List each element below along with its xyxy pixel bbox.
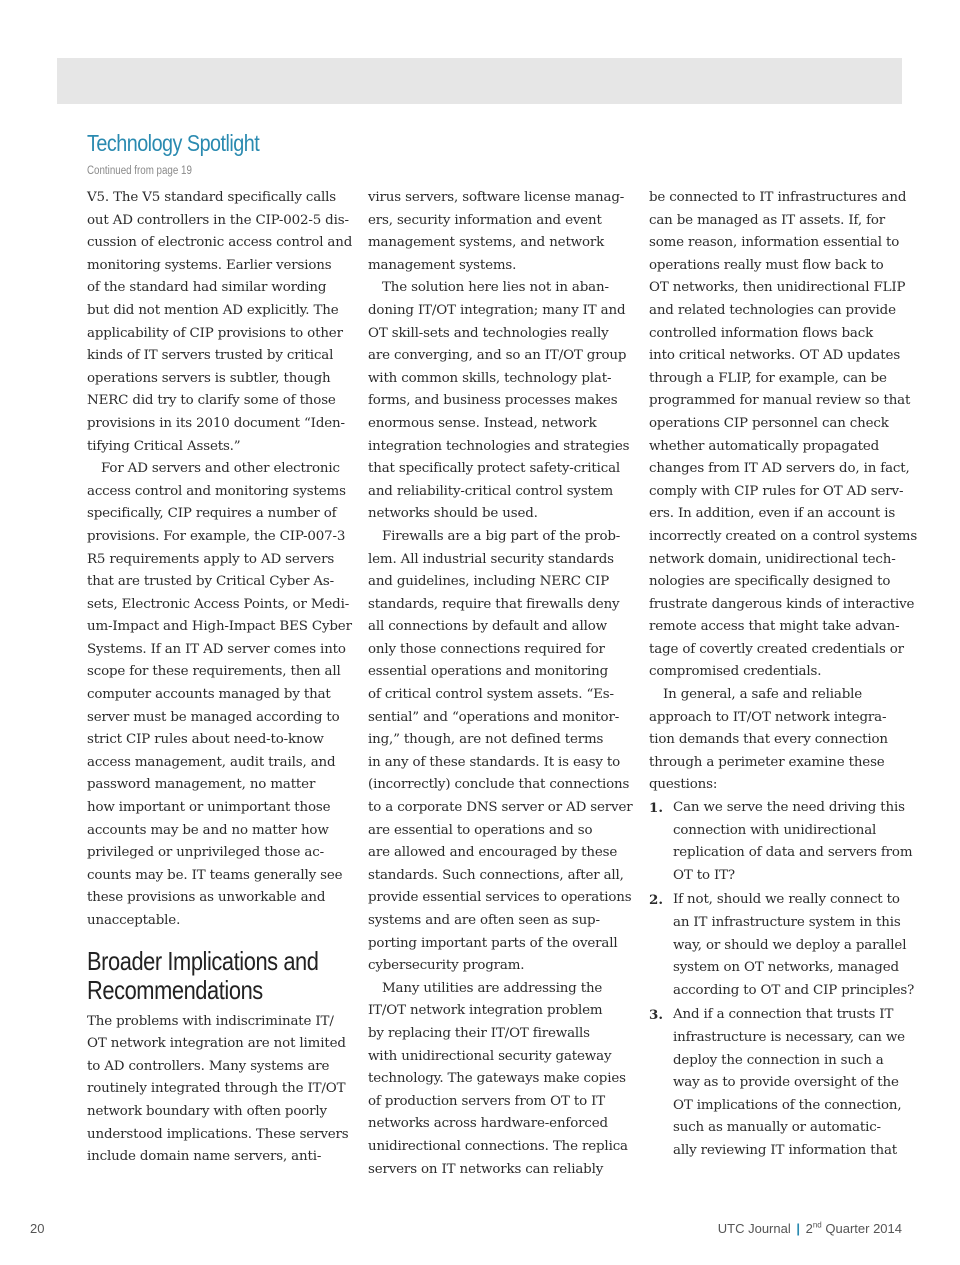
text-line: strict CIP rules about need-to-know: [87, 732, 324, 748]
text-line: comply with CIP rules for OT AD serv-: [649, 483, 904, 499]
text-line: networks across hardware-enforced: [368, 1116, 608, 1132]
text-line: sets, Electronic Access Points, or Medi-: [87, 596, 350, 612]
text-line: compromised credentials.: [649, 664, 822, 680]
text-line: networks should be used.: [368, 506, 538, 522]
journal-name: UTC Journal: [717, 1221, 791, 1236]
text-line: through a FLIP, for example, can be: [649, 370, 887, 386]
text-line: provide essential services to operations: [368, 890, 632, 906]
column-3: [649, 187, 918, 1163]
text-line: NERC did try to clarify some of those: [87, 393, 336, 409]
text-line: kinds of IT servers trusted by critical: [87, 348, 334, 364]
text-line: unacceptable.: [87, 913, 181, 928]
text-line: into critical networks. OT AD updates: [649, 348, 901, 364]
footer-publication: [718, 1221, 902, 1236]
text-line: porting important parts of the overall: [368, 935, 618, 951]
paragraph: [368, 277, 630, 526]
text-line: privileged or unprivileged those ac-: [87, 845, 324, 861]
text-line: Can we serve the need driving this: [673, 800, 905, 816]
paragraph: [368, 978, 630, 1181]
text-line: in any of these standards. It is easy to: [368, 754, 621, 770]
text-line: way as to provide oversight of the: [673, 1075, 899, 1091]
text-line: lem. All industrial security standards: [368, 551, 614, 567]
text-line: an IT infrastructure system in this: [673, 915, 901, 930]
text-line: how important or unimportant those: [87, 800, 331, 816]
text-line: unidirectional connections. The replica: [368, 1138, 628, 1154]
text-line: that specifically protect safety-critical: [368, 461, 621, 477]
text-line: way, or should we deploy a parallel: [673, 937, 907, 953]
text-line: forms, and business processes makes: [368, 393, 618, 409]
text-line: ing,” though, are not defined terms: [368, 732, 604, 748]
text-line: be connected to IT infrastructures and: [649, 190, 907, 205]
text-line: management systems.: [368, 257, 517, 273]
text-line: operations really must flow back to: [649, 257, 884, 273]
text-line: accounts may be and no matter how: [87, 822, 329, 838]
text-line: are allowed and encouraged by these: [368, 845, 618, 861]
text-line: ers, security information and event: [368, 212, 602, 228]
text-line: (incorrectly) conclude that connections: [368, 777, 630, 793]
section-heading: [87, 947, 349, 1005]
column-1: [87, 187, 353, 1169]
text-line: according to OT and CIP principles?: [673, 982, 915, 998]
text-line: specifically, CIP requires a number of: [87, 506, 337, 522]
text-line: essential operations and monitoring: [368, 664, 608, 680]
text-line: to a corporate DNS server or AD server: [368, 800, 633, 816]
section-heading-line: Recommendations: [87, 974, 263, 1005]
text-line: network domain, unidirectional tech-: [649, 551, 896, 567]
text-line: server must be managed according to: [87, 709, 340, 725]
numbered-list: [649, 797, 915, 1163]
text-line: can be managed as IT assets. If, for: [649, 212, 886, 228]
text-line: tifying Critical Assets.”: [87, 438, 241, 454]
text-line: OT implications of the connection,: [673, 1097, 902, 1113]
text-line: standards. Such connections, after all,: [368, 867, 624, 883]
text-line: ers. In addition, even if an account is: [649, 506, 896, 522]
text-line: OT skill-sets and technologies really: [368, 325, 609, 341]
text-line: that are trusted by Critical Cyber As-: [87, 574, 334, 590]
text-line: Firewalls are a big part of the prob-: [382, 528, 621, 544]
text-line: ally reviewing IT information that: [673, 1142, 898, 1158]
text-line: routinely integrated through the IT/OT: [87, 1081, 346, 1097]
text-line: management systems, and network: [368, 235, 605, 251]
text-line: only those connections required for: [368, 641, 605, 657]
text-line: um-Impact and High-Impact BES Cyber: [87, 619, 352, 635]
column-2: [368, 187, 633, 1181]
text-line: The solution here lies not in aban-: [382, 280, 609, 296]
text-line: through a perimeter examine these: [649, 754, 885, 770]
text-line: scope for these requirements, then all: [87, 664, 341, 680]
text-line: these provisions as unworkable and: [87, 890, 326, 906]
text-line: with common skills, technology plat-: [368, 370, 612, 386]
list-number: 1.: [649, 800, 663, 817]
text-line: to AD controllers. Many systems are: [87, 1058, 330, 1074]
text-line: tage of covertly created credentials or: [649, 641, 904, 657]
text-line: of critical control system assets. “Es-: [368, 687, 614, 703]
text-line: deploy the connection in such a: [673, 1052, 884, 1068]
list-item: [649, 889, 915, 1002]
header-band: [57, 58, 902, 104]
text-line: connection with unidirectional: [673, 822, 877, 838]
text-line: OT networks, then unidirectional FLIP: [649, 280, 906, 296]
section-heading-line: Broader Implications and: [87, 945, 319, 976]
text-line: operations CIP personnel can check: [649, 415, 889, 431]
text-line: Many utilities are addressing the: [382, 980, 603, 996]
text-line: OT to IT?: [673, 867, 735, 883]
text-line: sential” and “operations and monitor-: [368, 709, 620, 725]
text-line: frustrate dangerous kinds of interactive: [649, 596, 915, 612]
text-line: of production servers from OT to IT: [368, 1093, 606, 1109]
section-title: Technology Spotlight: [87, 130, 260, 156]
text-line: password management, no matter: [87, 777, 316, 793]
text-line: technology. The gateways make copies: [368, 1071, 626, 1087]
list-item: [649, 1004, 911, 1162]
text-line: changes from IT AD servers do, in fact,: [649, 461, 910, 477]
text-line: If not, should we really connect to: [673, 892, 900, 908]
text-line: replication of data and servers from: [673, 845, 913, 861]
page-number: 20: [30, 1221, 45, 1236]
text-line: out AD controllers in the CIP-002-5 dis-: [87, 212, 349, 228]
text-line: integration technologies and strategies: [368, 438, 630, 454]
text-line: questions:: [649, 777, 718, 793]
paragraph: [87, 1011, 349, 1169]
text-line: understood implications. These servers: [87, 1126, 349, 1142]
text-line: standards, require that firewalls deny: [368, 596, 620, 612]
text-line: network boundary with often poorly: [87, 1103, 327, 1119]
text-line: nologies are specifically designed to: [649, 574, 891, 590]
ordinal-number: 2: [805, 1221, 813, 1236]
text-line: some reason, information essential to: [649, 235, 900, 251]
text-line: with unidirectional security gateway: [368, 1048, 612, 1064]
paragraph: [87, 458, 352, 932]
text-line: In general, a safe and reliable: [663, 687, 863, 703]
quarter-year: Quarter 2014: [825, 1221, 902, 1236]
text-line: and reliability-critical control system: [368, 483, 614, 499]
continued-note: Continued from page 19: [87, 165, 192, 177]
text-line: systems and are often seen as sup-: [368, 913, 600, 928]
text-line: and related technologies can provide: [649, 302, 896, 318]
text-line: and guidelines, including NERC CIP: [368, 574, 610, 590]
text-line: programmed for manual review so that: [649, 393, 911, 409]
text-line: of the standard had similar wording: [87, 280, 327, 296]
text-line: R5 requirements apply to AD servers: [87, 551, 335, 567]
text-line: remote access that might take advan-: [649, 619, 900, 635]
text-line: all connections by default and allow: [368, 619, 607, 635]
paragraph: [87, 187, 353, 458]
text-line: provisions. For example, the CIP-007-3: [87, 528, 346, 544]
text-line: approach to IT/OT network integra-: [649, 709, 887, 725]
paragraph: [368, 187, 630, 277]
text-line: but did not mention AD explicitly. The: [87, 302, 339, 318]
text-line: infrastructure is necessary, can we: [673, 1029, 905, 1045]
text-line: provisions in its 2010 document “Iden-: [87, 415, 345, 431]
text-line: such as manually or automatic-: [673, 1120, 881, 1136]
text-line: system on OT networks, managed: [673, 960, 899, 976]
list-number: 2.: [649, 892, 663, 909]
text-line: doning IT/OT integration; many IT and: [368, 302, 626, 318]
text-line: The problems with indiscriminate IT/: [87, 1013, 334, 1029]
text-line: incorrectly created on a control systems: [649, 528, 918, 544]
text-line: are essential to operations and so: [368, 822, 593, 838]
text-line: counts may be. IT teams generally see: [87, 867, 343, 883]
text-line: virus servers, software license manag-: [368, 190, 625, 205]
paragraph: [649, 684, 911, 797]
list-number: 3.: [649, 1007, 663, 1024]
text-line: include domain name servers, anti-: [87, 1149, 322, 1165]
footer-separator: |: [796, 1221, 800, 1236]
text-line: access control and monitoring systems: [87, 483, 346, 499]
list-item: [649, 797, 911, 887]
ordinal-suffix: nd: [812, 1220, 822, 1230]
text-line: enormous sense. Instead, network: [368, 415, 597, 431]
text-line: tion demands that every connection: [649, 732, 888, 748]
text-line: Systems. If an IT AD server comes into: [87, 641, 346, 657]
text-line: whether automatically propagated: [649, 438, 880, 454]
text-line: computer accounts managed by that: [87, 687, 331, 703]
text-line: And if a connection that trusts IT: [673, 1007, 894, 1023]
text-line: controlled information flows back: [649, 325, 874, 341]
text-line: V5. The V5 standard specifically calls: [87, 190, 337, 205]
text-line: are converging, and so an IT/OT group: [368, 348, 627, 364]
text-line: For AD servers and other electronic: [101, 461, 340, 477]
paragraph: [649, 187, 918, 684]
text-line: access management, audit trails, and: [87, 754, 336, 770]
text-line: monitoring systems. Earlier versions: [87, 257, 332, 273]
paragraph: [368, 526, 633, 978]
text-line: IT/OT network integration problem: [368, 1003, 603, 1019]
text-line: by replacing their IT/OT firewalls: [368, 1025, 590, 1041]
text-line: servers on IT networks can reliably: [368, 1161, 604, 1177]
text-line: operations servers is subtler, though: [87, 370, 331, 386]
text-line: cybersecurity program.: [368, 958, 525, 974]
text-line: cussion of electronic access control and: [87, 235, 353, 251]
text-line: applicability of CIP provisions to other: [87, 325, 343, 341]
text-line: OT network integration are not limited: [87, 1036, 346, 1052]
